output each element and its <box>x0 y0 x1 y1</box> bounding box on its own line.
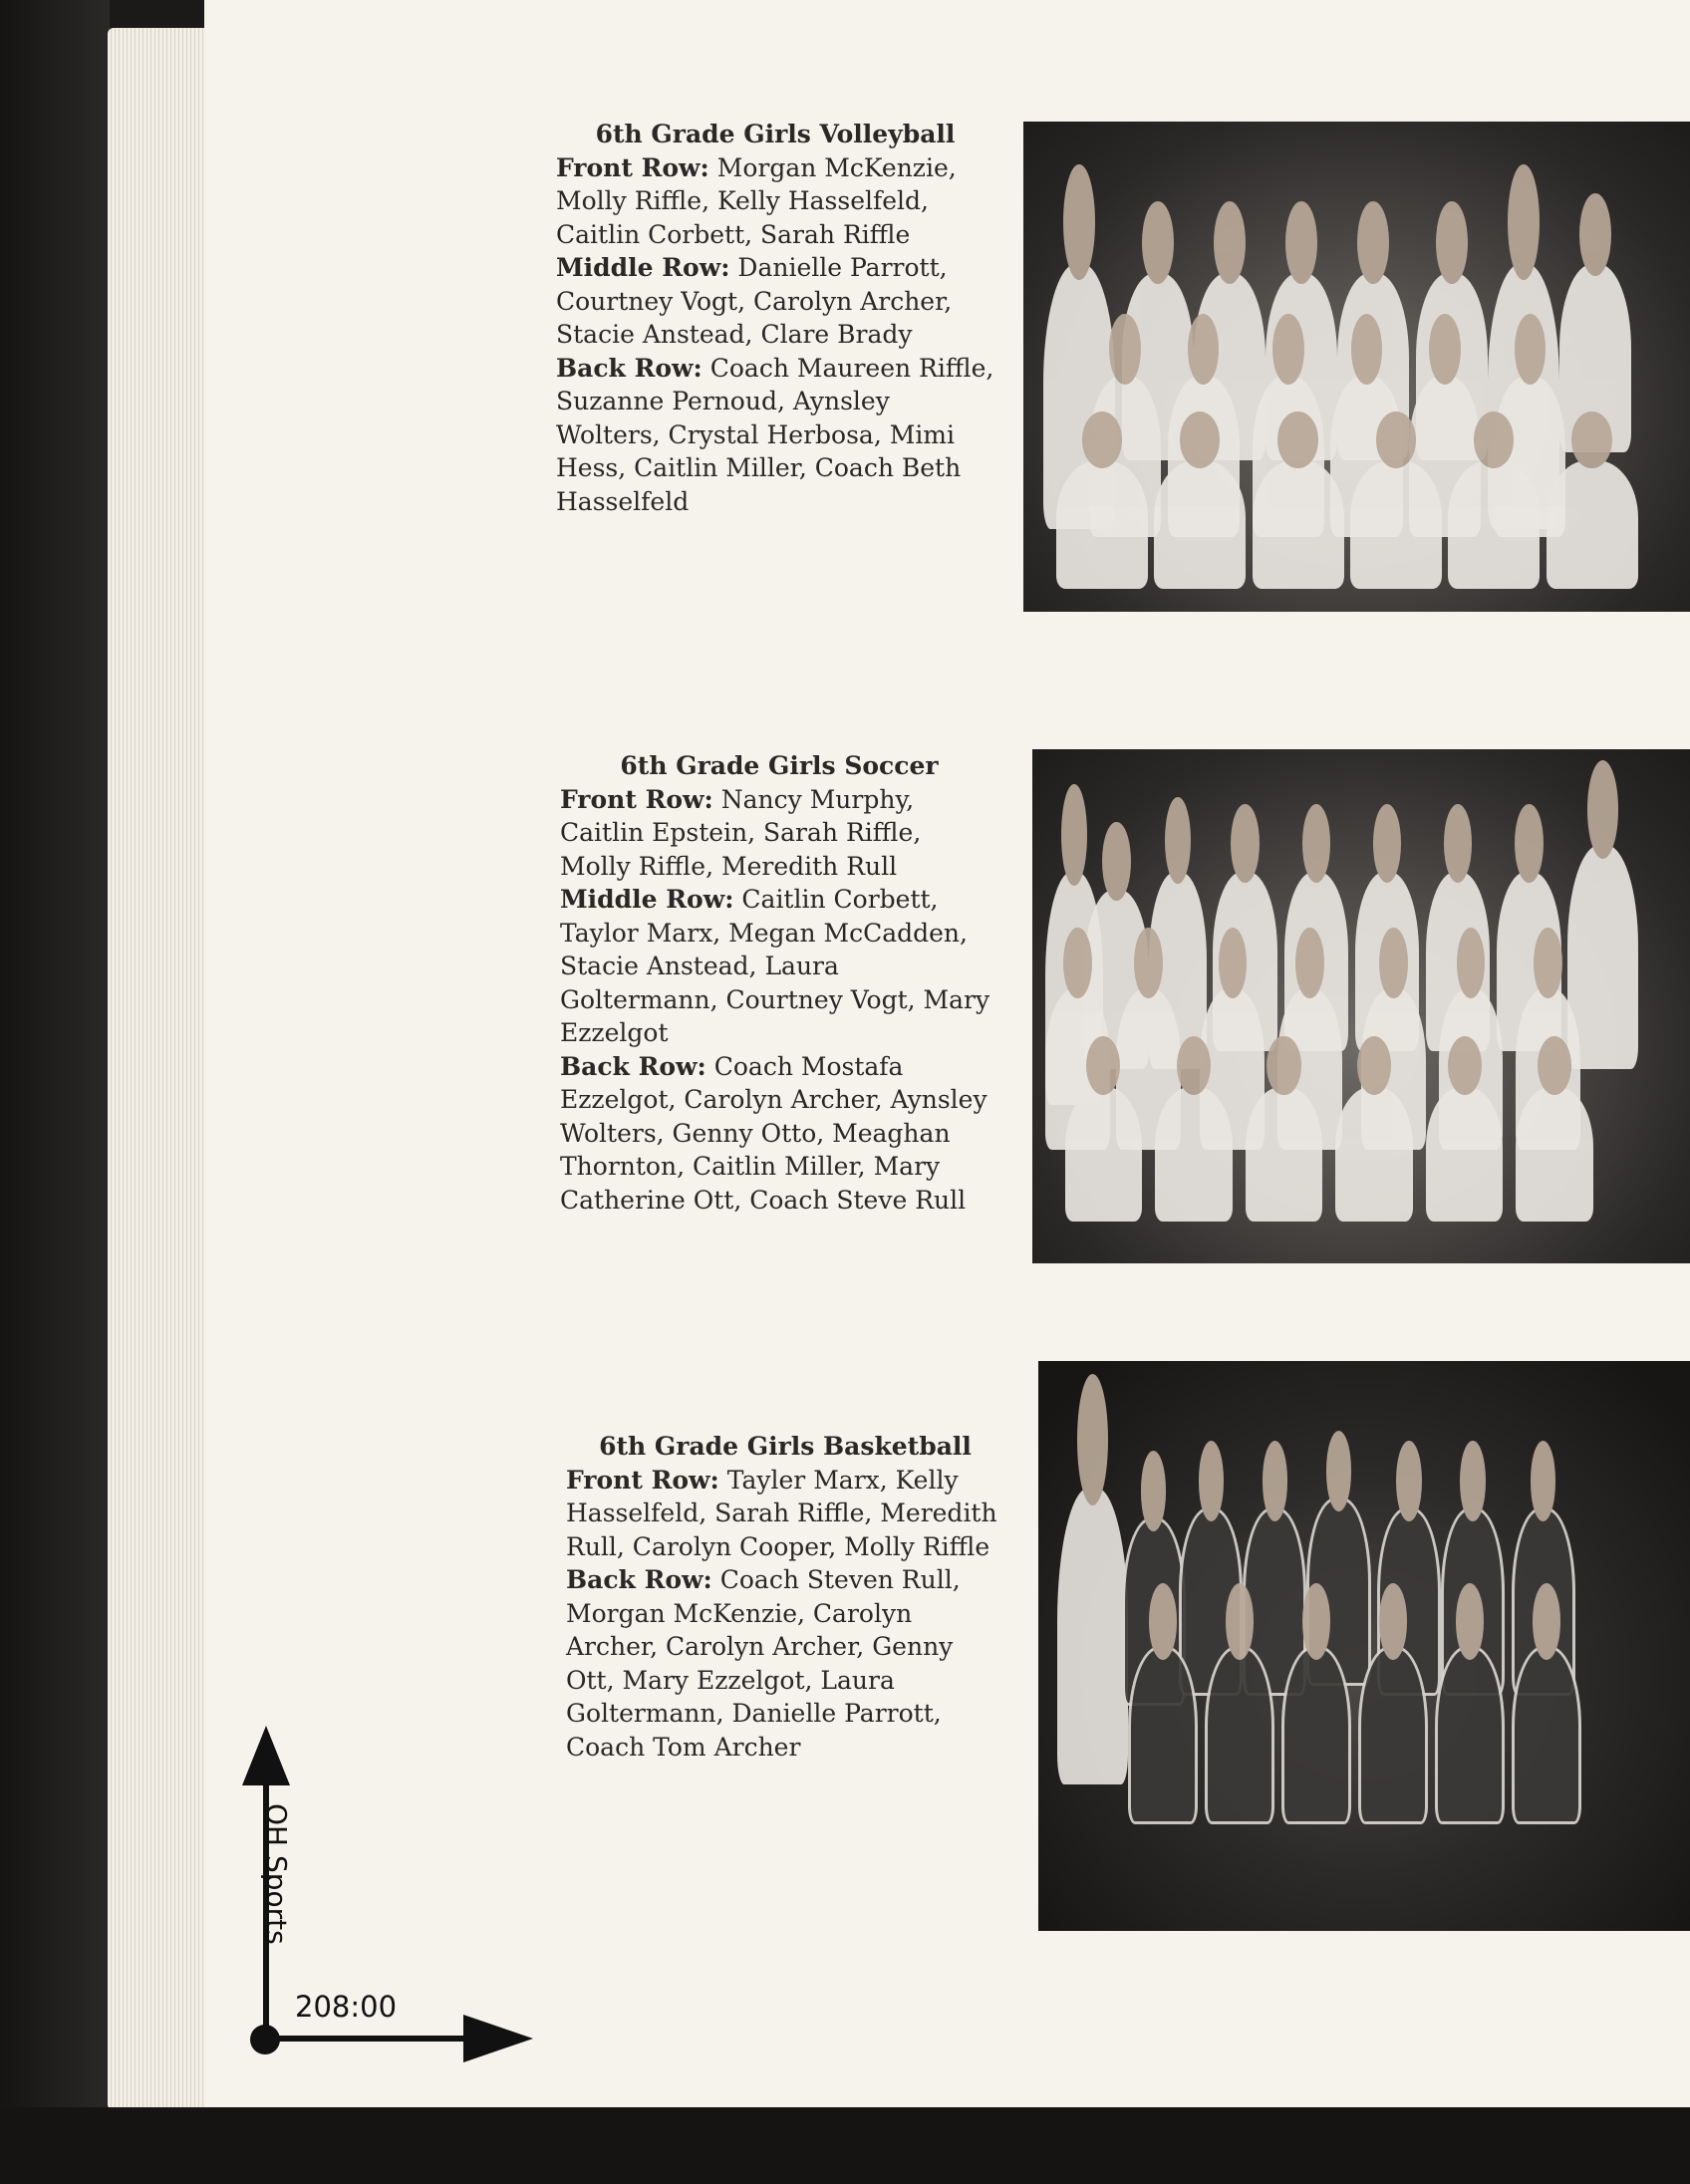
row-label: Front Row: <box>556 152 709 182</box>
row-names: Coach Steven Rull, Morgan McKenzie, Carolyn Archer, Carolyn Archer, Genny Ott, Mary Ezzelgot, Laura Goltermann, Danielle Parrott, Coach Tom Archer <box>566 1565 961 1762</box>
page-stack-edge <box>108 28 207 2110</box>
row-names: Caitlin Corbett, Taylor Marx, Megan McCadden, Stacie Anstead, Laura Goltermann, Courtney Vogt, Mary Ezzelgot <box>560 885 990 1047</box>
caption-title: 6th Grade Girls Soccer <box>620 751 939 780</box>
row-names: Tayler Marx, Kelly Hasselfeld, Sarah Riffle, Meredith Rull, Carolyn Cooper, Molly Riffle <box>566 1465 997 1561</box>
volleyball-team-photo <box>1023 122 1690 612</box>
row-names: Coach Maureen Riffle, Suzanne Pernoud, Aynsley Wolters, Crystal Herbosa, Mimi Hess, Caitlin Miller, Coach Beth Hasselfeld <box>556 353 994 516</box>
book-spine-edge <box>0 0 110 2184</box>
photo-people <box>1051 1418 1690 1914</box>
row-names: Coach Mostafa Ezzelgot, Carolyn Archer, Aynsley Wolters, Genny Otto, Meaghan Thornton, Caitlin Miller, Mary Catherine Ott, Coach Steve Rull <box>560 1051 987 1215</box>
row-label: Front Row: <box>560 784 713 814</box>
section-label: OH Sports <box>260 1803 293 1945</box>
book-bottom-edge <box>0 2107 1690 2184</box>
soccer-caption <box>560 749 998 1217</box>
row-label: Middle Row: <box>556 253 730 282</box>
page-number: 208:00 <box>295 1990 398 2024</box>
volleyball-caption <box>556 118 994 518</box>
row-names: Danielle Parrott, Courtney Vogt, Carolyn Archer, Stacie Anstead, Clare Brady <box>556 253 953 349</box>
basketball-team-photo <box>1038 1361 1690 1931</box>
row-names: Morgan McKenzie, Molly Riffle, Kelly Hasselfeld, Caitlin Corbett, Sarah Riffle <box>556 152 957 249</box>
photo-people <box>1045 801 1690 1248</box>
row-label: Front Row: <box>566 1465 719 1495</box>
row-label: Back Row: <box>556 353 703 383</box>
caption-title: 6th Grade Girls Volleyball <box>595 120 956 148</box>
row-label: Middle Row: <box>560 885 734 914</box>
horizontal-axis-line <box>263 2036 472 2042</box>
soccer-team-photo <box>1032 749 1690 1263</box>
caption-title: 6th Grade Girls Basketball <box>599 1432 972 1461</box>
row-names: Nancy Murphy, Caitlin Epstein, Sarah Riffle, Molly Riffle, Meredith Rull <box>560 784 922 881</box>
basketball-caption <box>566 1430 1004 1764</box>
arrow-right-icon <box>463 2015 533 2062</box>
row-label: Back Row: <box>566 1565 712 1594</box>
axis-origin-dot <box>250 2025 280 2054</box>
photo-people <box>1036 170 1690 597</box>
arrow-up-icon <box>242 1726 290 1785</box>
row-label: Back Row: <box>560 1051 706 1081</box>
